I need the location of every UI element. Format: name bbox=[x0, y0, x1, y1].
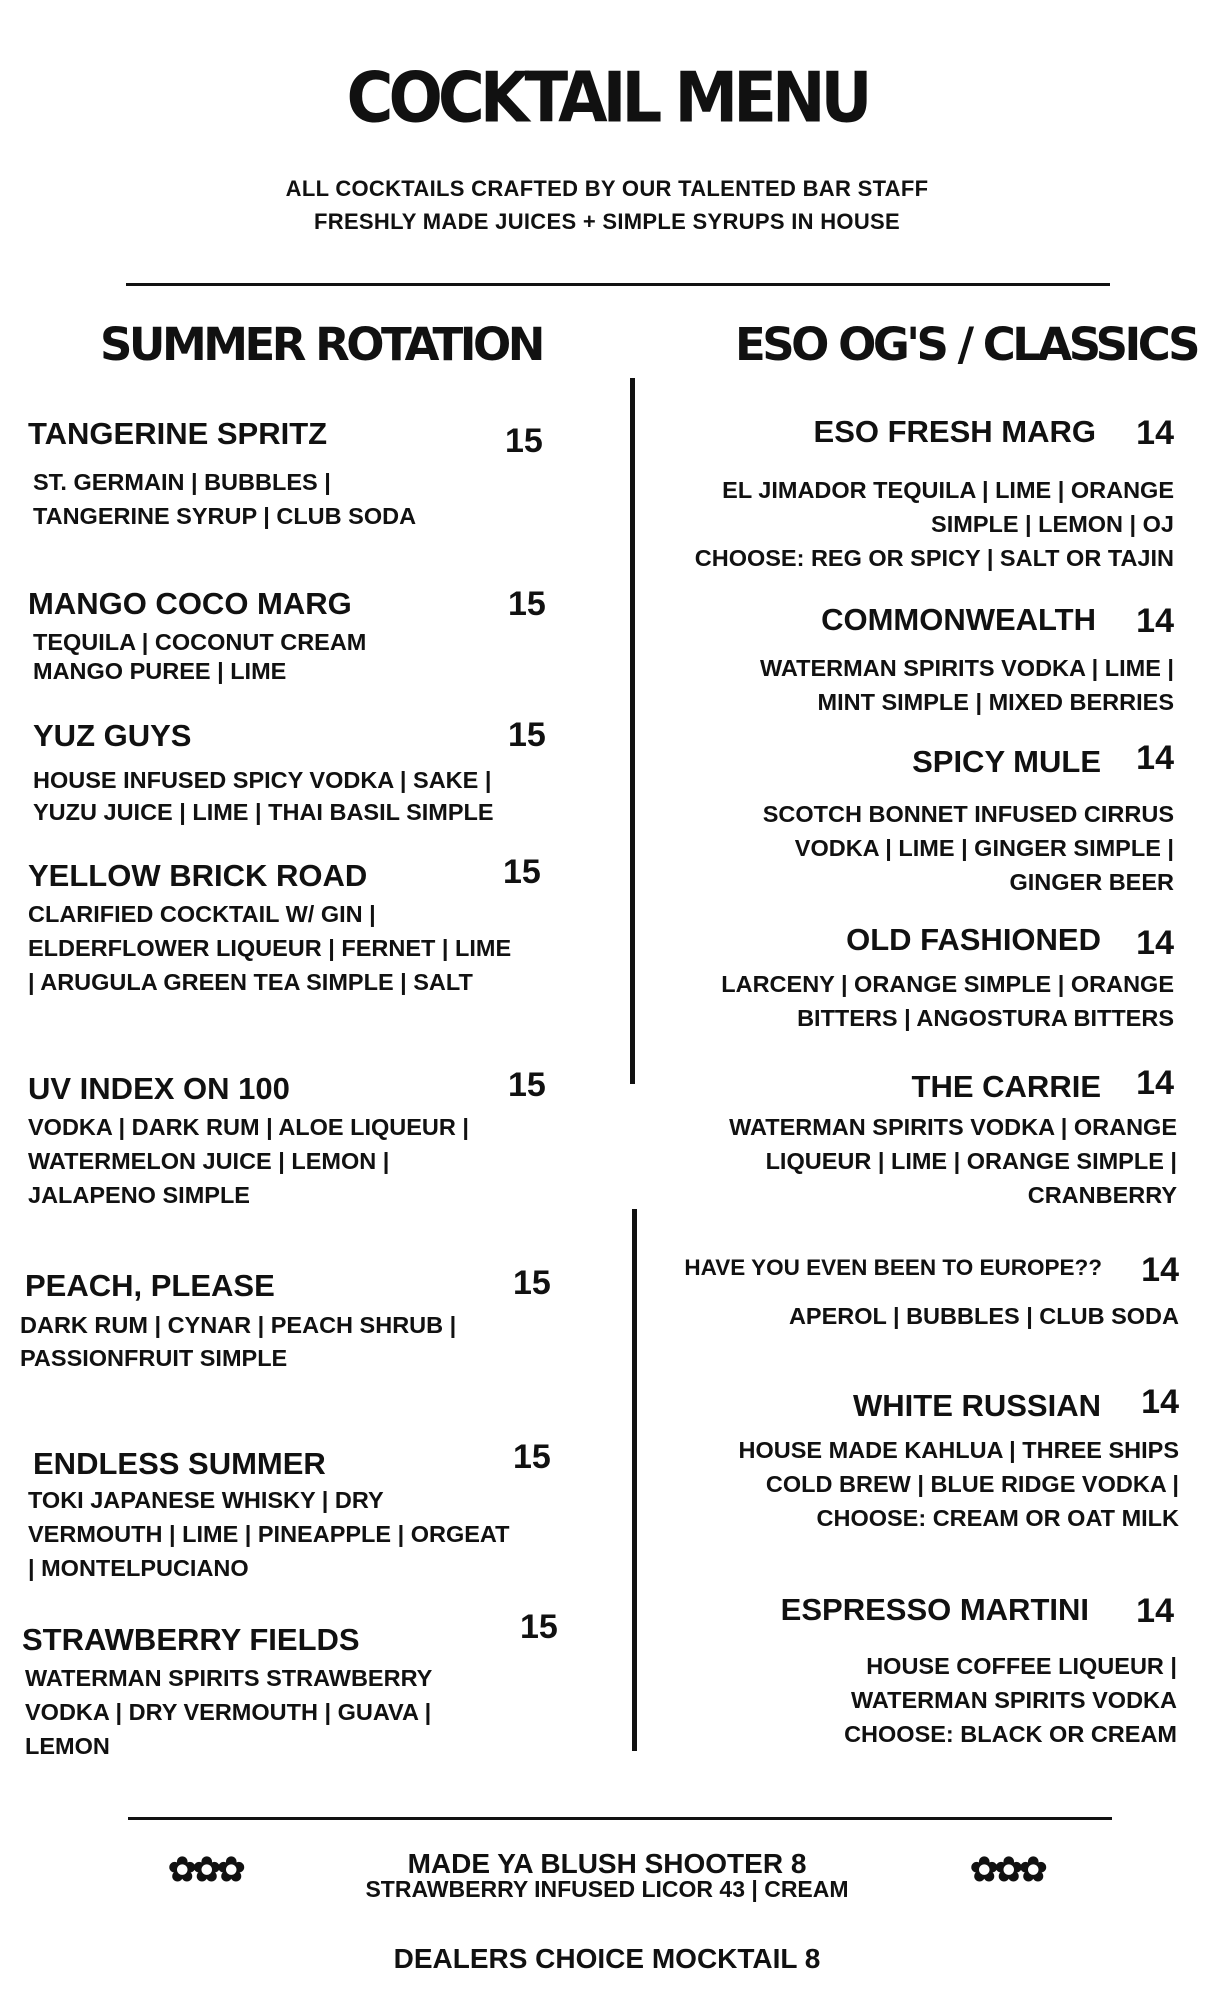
item-price: 14 bbox=[1136, 739, 1174, 777]
subtitle-line-2: FRESHLY MADE JUICES + SIMPLE SYRUPS IN HOUSE bbox=[314, 209, 900, 234]
item-price: 15 bbox=[508, 1066, 546, 1104]
item-description: WATERMAN SPIRITS VODKA | LIME | MINT SIMPLE | MIXED BERRIES bbox=[760, 655, 1174, 715]
item-price: 14 bbox=[1136, 1592, 1174, 1630]
item-description: TEQUILA | COCONUT CREAM MANGO PUREE | LIME bbox=[33, 629, 367, 684]
top-divider bbox=[126, 283, 1110, 286]
item-name: ENDLESS SUMMER bbox=[33, 1446, 326, 1481]
item-name: ESO FRESH MARG bbox=[813, 414, 1096, 449]
item-price: 15 bbox=[508, 716, 546, 754]
item-name: OLD FASHIONED bbox=[846, 922, 1101, 957]
item-description: TOKI JAPANESE WHISKY | DRY VERMOUTH | LIME | PINEAPPLE | ORGEAT | MONTELPUCIANO bbox=[28, 1487, 510, 1581]
flower-cluster-icon: ✿✿✿ bbox=[970, 1851, 1044, 1889]
item-description: APEROL | BUBBLES | CLUB SODA bbox=[788, 1303, 1179, 1329]
item-description: HOUSE MADE KAHLUA | THREE SHIPS COLD BREW | BLUE RIDGE VODKA | CHOOSE: CREAM OR OAT MILK bbox=[738, 1437, 1179, 1531]
item-price: 15 bbox=[505, 422, 543, 460]
item-price: 14 bbox=[1136, 602, 1174, 640]
item-name: TANGERINE SPRITZ bbox=[28, 416, 328, 451]
item-description: ST. GERMAIN | BUBBLES | TANGERINE SYRUP | CLUB SODA bbox=[33, 469, 417, 529]
mocktail: DEALERS CHOICE MOCKTAIL 8 bbox=[393, 1943, 821, 1974]
item-name: COMMONWEALTH bbox=[821, 602, 1096, 637]
item-price: 15 bbox=[513, 1264, 551, 1302]
item-description: HOUSE INFUSED SPICY VODKA | SAKE | YUZU JUICE | LIME | THAI BASIL SIMPLE bbox=[33, 767, 494, 825]
item-price: 14 bbox=[1141, 1251, 1179, 1289]
item-price: 14 bbox=[1136, 1064, 1174, 1102]
left-section-title: SUMMER ROTATION bbox=[100, 318, 542, 371]
right-section-title: ESO OG'S / CLASSICS bbox=[735, 318, 1198, 371]
item-price: 15 bbox=[513, 1438, 551, 1476]
column-divider-lower bbox=[632, 1209, 637, 1751]
flower-cluster-icon: ✿✿✿ bbox=[168, 1851, 242, 1889]
item-description: DARK RUM | CYNAR | PEACH SHRUB | PASSIONFRUIT SIMPLE bbox=[20, 1312, 457, 1371]
item-price: 14 bbox=[1136, 414, 1174, 452]
item-price: 15 bbox=[508, 585, 546, 623]
subtitle-line-1: ALL COCKTAILS CRAFTED BY OUR TALENTED BAR STAFF bbox=[285, 176, 929, 201]
column-divider-upper bbox=[630, 378, 635, 1084]
item-description: LARCENY | ORANGE SIMPLE | ORANGE BITTERS | ANGOSTURA BITTERS bbox=[721, 971, 1174, 1031]
item-name: THE CARRIE bbox=[911, 1069, 1101, 1104]
item-description: HOUSE COFFEE LIQUEUR | WATERMAN SPIRITS VODKA CHOOSE: BLACK OR CREAM bbox=[844, 1653, 1177, 1747]
item-price: 15 bbox=[520, 1608, 558, 1646]
item-description: VODKA | DARK RUM | ALOE LIQUEUR | WATERMELON JUICE | LEMON | JALAPENO SIMPLE bbox=[28, 1114, 469, 1208]
item-price: 14 bbox=[1136, 924, 1174, 962]
item-name: WHITE RUSSIAN bbox=[853, 1388, 1101, 1423]
item-name: SPICY MULE bbox=[912, 744, 1101, 779]
item-name: YUZ GUYS bbox=[33, 718, 192, 753]
shooter-description: STRAWBERRY INFUSED LICOR 43 | CREAM bbox=[365, 1876, 849, 1902]
shooter-name: MADE YA BLUSH SHOOTER 8 bbox=[407, 1848, 807, 1879]
item-price: 15 bbox=[503, 853, 541, 891]
item-description: EL JIMADOR TEQUILA | LIME | ORANGE SIMPLE | LEMON | OJ CHOOSE: REG OR SPICY | SALT OR TAJIN bbox=[694, 477, 1174, 571]
menu-title: COCKTAIL MENU bbox=[346, 59, 868, 139]
item-name: STRAWBERRY FIELDS bbox=[22, 1622, 360, 1657]
item-description: WATERMAN SPIRITS VODKA | ORANGE LIQUEUR | LIME | ORANGE SIMPLE | CRANBERRY bbox=[729, 1114, 1177, 1208]
item-name: UV INDEX ON 100 bbox=[28, 1071, 290, 1106]
item-name: HAVE YOU EVEN BEEN TO EUROPE?? bbox=[684, 1255, 1102, 1280]
item-name: MANGO COCO MARG bbox=[28, 586, 352, 621]
item-description: WATERMAN SPIRITS STRAWBERRY VODKA | DRY VERMOUTH | GUAVA | LEMON bbox=[25, 1665, 433, 1759]
item-price: 14 bbox=[1141, 1383, 1179, 1421]
item-name: PEACH, PLEASE bbox=[25, 1268, 275, 1303]
item-description: SCOTCH BONNET INFUSED CIRRUS VODKA | LIME | GINGER SIMPLE | GINGER BEER bbox=[762, 801, 1174, 895]
item-name: YELLOW BRICK ROAD bbox=[28, 858, 368, 893]
bottom-divider bbox=[128, 1817, 1112, 1820]
item-name: ESPRESSO MARTINI bbox=[780, 1592, 1089, 1627]
item-description: CLARIFIED COCKTAIL W/ GIN | ELDERFLOWER LIQUEUR | FERNET | LIME | ARUGULA GREEN TEA SIMPLE | SALT bbox=[28, 901, 512, 995]
